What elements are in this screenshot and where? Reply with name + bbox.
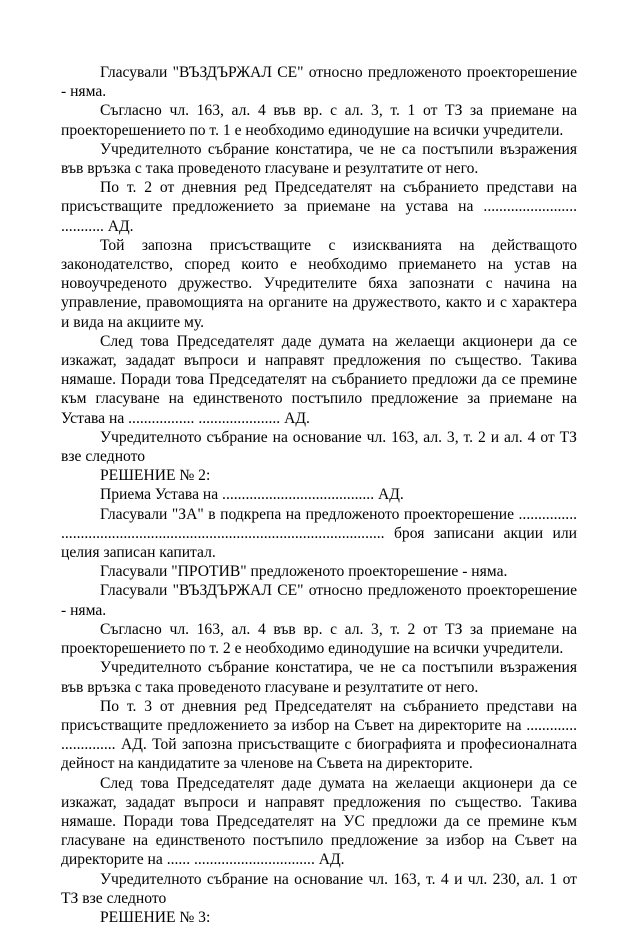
paragraph: Учредителното събрание констатира, че не са постъпили възражения във връзка с така проведеното гласуване и резултатите от него. — [61, 659, 577, 696]
paragraph: Гласували "ВЪЗДЪРЖАЛ СЕ" относно предложеното проекторешение - няма. — [61, 64, 577, 101]
paragraph: Той запозна присъстващите с изискванията на действащото законодателство, според които е необходимо приемането на устав на новоучреденото дружество. Учредителите бяха запознати с начина на управление, правомощията на органите на дружеството, както и с характера и вида на акциите му. — [61, 236, 577, 331]
paragraph: Гласували "ВЪЗДЪРЖАЛ СЕ" относно предложеното проекторешение - няма. — [61, 582, 577, 619]
paragraph: По т. 2 от дневния ред Председателят на събранието представи на присъстващите предложението за приемане на устава на ........................ ........... АД. — [61, 179, 577, 235]
paragraph: Съгласно чл. 163, ал. 4 във вр. с ал. 3, т. 1 от ТЗ за приемане на проекторешението по т. 1 е необходимо единодушие на всички учредители. — [61, 102, 577, 139]
decision-heading: РЕШЕНИЕ № 3: — [100, 908, 211, 926]
paragraph: След това Председателят даде думата на желаещи акционери да се изкажат, зададат въпроси и направят предложения по същество. Такива нямаше. Поради това Председателят на УС предложи да се премине към гласуване на единственото постъпило предложение за избор на Съвет на директорите на ...... ............................... АД. — [61, 774, 577, 869]
paragraph: След това Председателят даде думата на желаещи акционери да се изкажат, зададат въпроси и направят предложения по същество. Такива нямаше. Поради това Председателят на събранието предложи да се премине към гласуване на единственото постъпило предложение за приемане на Устава на ................. ..................... АД. — [61, 332, 577, 427]
decision-heading: РЕШЕНИЕ № 2: — [100, 467, 211, 485]
paragraph: Гласували "ЗА" в подкрепа на предложеното проекторешение ............... ................................................................................... броя записани акции или целия записан капитал. — [61, 505, 577, 562]
paragraph: Учредителното събрание констатира, че не са постъпили възражения във връзка с така проведеното гласуване и резултатите от него. — [61, 140, 577, 178]
paragraph: Гласували "ПРОТИВ" предложеното проекторешение - няма. — [100, 563, 508, 581]
paragraph: Съгласно чл. 163, ал. 4 във вр. с ал. 3, т. 2 от ТЗ за приемане на проекторешението по т. 2 е необходимо единодушие на всички учредители. — [61, 620, 577, 658]
paragraph: Учредителното събрание на основание чл. 163, т. 4 и чл. 230, ал. 1 от ТЗ взе следното — [61, 870, 577, 907]
paragraph: Учредителното събрание на основание чл. 163, ал. 3, т. 2 и ал. 4 от ТЗ взе следното — [61, 428, 577, 466]
paragraph: По т. 3 от дневния ред Председателят на събранието представи на присъстващите предложението за избор на Съвет на директорите на ............. .............. АД. Той запозна присъстващите с биографията и професионалната дейност на кандидатите за членове на Съвета на директорите. — [61, 697, 577, 773]
paragraph: Приема Устава на ....................................... АД. — [100, 486, 404, 504]
